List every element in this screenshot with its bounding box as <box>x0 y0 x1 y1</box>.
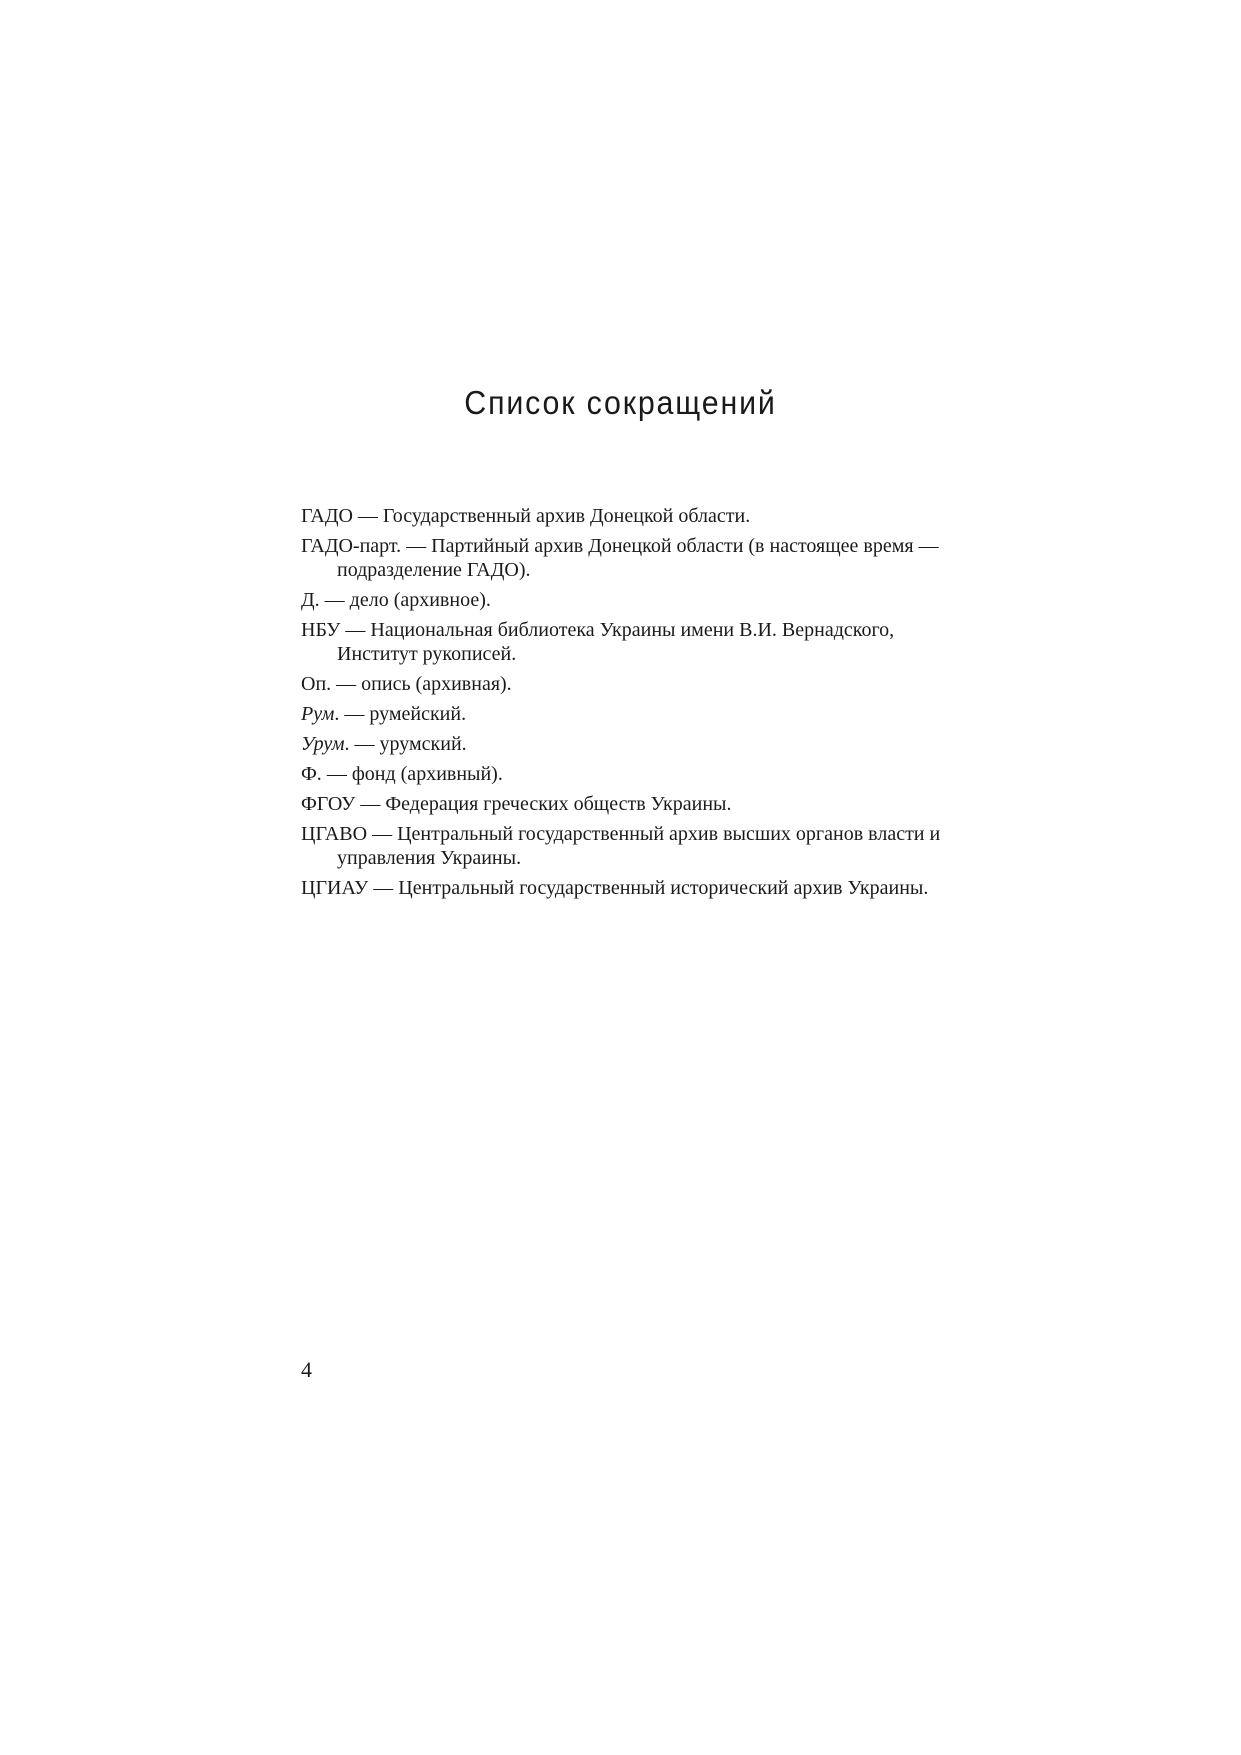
abbreviation-entry <box>301 534 941 582</box>
page-title: Список сокращений <box>464 384 777 421</box>
abbreviation-term: Урум <box>301 733 345 755</box>
abbreviation-entry <box>301 702 941 726</box>
abbreviation-definition: — Партийный архив Донецкой области (в настоящее время — подразделение ГАДО). <box>337 535 939 581</box>
abbreviation-term: Д. <box>301 589 320 611</box>
abbreviation-definition: — опись (архивная). <box>331 673 512 695</box>
abbreviation-term: ФГОУ <box>301 793 356 815</box>
abbreviation-term: ГАДО-парт. <box>301 535 402 557</box>
abbreviation-entry <box>301 822 941 870</box>
abbreviation-term-suffix: . <box>334 703 340 725</box>
abbreviation-term: Оп. <box>301 673 332 695</box>
abbreviation-definition: — урумский. <box>349 733 467 755</box>
abbreviation-entry <box>301 618 941 666</box>
abbreviation-definition: — Центральный государственный исторический архив Украины. <box>368 877 929 899</box>
abbreviation-term-suffix: . <box>344 733 350 755</box>
abbreviation-term: НБУ <box>301 619 341 641</box>
abbreviation-entry <box>301 732 941 756</box>
abbreviation-entry <box>301 792 941 816</box>
abbreviation-entry <box>301 504 941 528</box>
abbreviation-term: ЦГИАУ <box>301 877 369 899</box>
page-number: 4 <box>301 1357 312 1382</box>
abbreviation-term: ГАДО <box>301 505 353 527</box>
abbreviation-definition: — румейский. <box>339 703 467 725</box>
abbreviation-entry <box>301 876 941 900</box>
abbreviation-definition: — фонд (архивный). <box>321 763 503 785</box>
abbreviation-entry <box>301 588 941 612</box>
abbreviation-term: Ф. <box>301 763 322 785</box>
abbreviation-list <box>301 504 941 906</box>
abbreviation-term: Рум <box>301 703 335 725</box>
abbreviation-definition: — Центральный государственный архив высших органов власти и управления Украины. <box>337 823 941 869</box>
abbreviation-definition: — дело (архивное). <box>319 589 491 611</box>
abbreviation-term: ЦГАВО <box>301 823 368 845</box>
abbreviation-definition: — Федерация греческих обществ Украины. <box>355 793 732 815</box>
abbreviation-entry <box>301 672 941 696</box>
abbreviation-definition: — Государственный архив Донецкой области. <box>352 505 751 527</box>
abbreviation-definition: — Национальная библиотека Украины имени В.И. Вернадского, Институт рукописей. <box>337 619 895 665</box>
abbreviation-entry <box>301 762 941 786</box>
